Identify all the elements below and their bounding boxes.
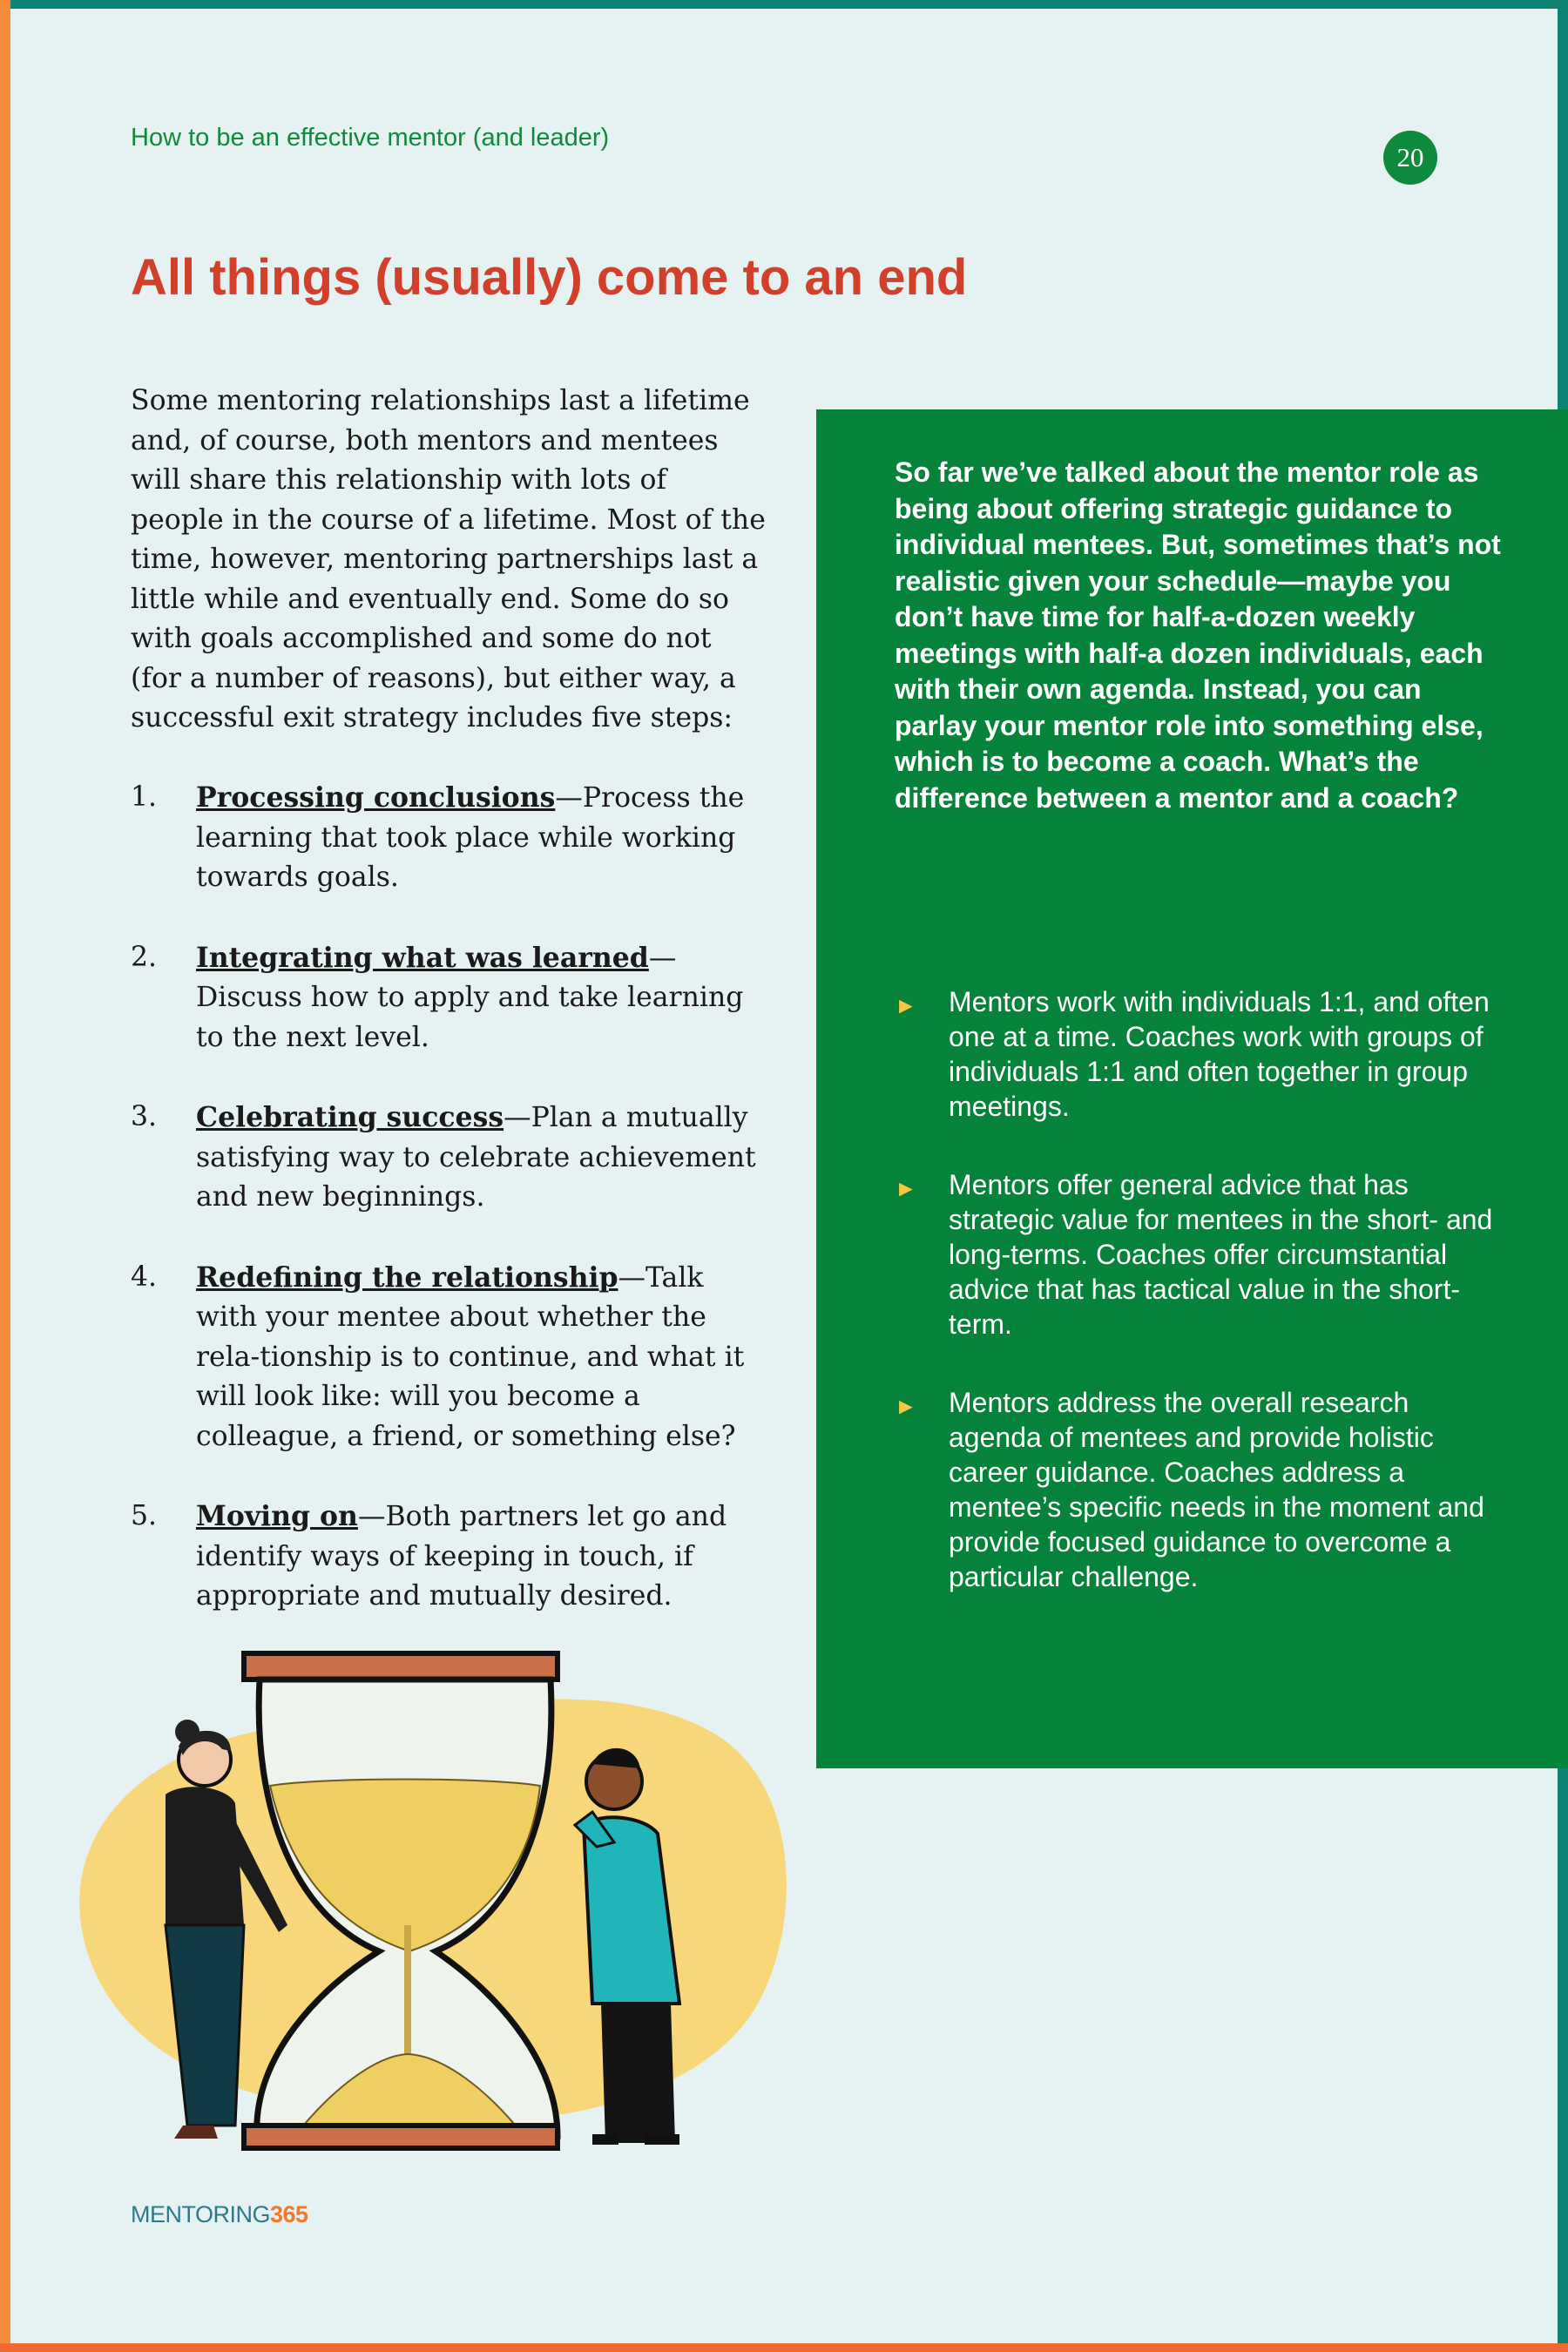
brand-number: 365 (270, 2201, 308, 2227)
step-number: 3. (131, 1101, 158, 1132)
mentor-vs-coach-sidebar (816, 409, 1568, 1768)
step-item (131, 1497, 767, 1617)
step-number: 2. (131, 941, 158, 973)
hourglass-top-cap (244, 1653, 558, 1680)
sidebar-bullet (895, 1385, 1504, 1594)
top-border (0, 0, 1568, 9)
sidebar-bullet (895, 1167, 1504, 1342)
hourglass-illustration (35, 1638, 801, 2160)
sidebar-bullet-text: Mentors address the overall research agenda of mentees and provide holistic career guidance. Coaches address a mentee’s specific needs in the moment and provide focused guidance to overcome a particular challenge. (949, 1387, 1484, 1592)
step-title: Processing conclusions (196, 781, 556, 814)
step-item (131, 1258, 767, 1457)
mentoring365-logo (131, 2201, 308, 2228)
hourglass-sand-stream (404, 1925, 411, 2065)
step-title: Moving on (196, 1500, 358, 1532)
step-item (131, 938, 767, 1058)
brand-text: MENTORING (131, 2201, 271, 2227)
step-item (131, 778, 767, 898)
sidebar-bullet (895, 984, 1504, 1124)
sidebar-bullet-text: Mentors work with individuals 1:1, and often one at a time. Coaches work with groups of individuals 1:1 and often together in group meetings. (949, 986, 1490, 1122)
step-number: 1. (131, 781, 158, 813)
step-number: 5. (131, 1500, 158, 1531)
triangle-right-icon: ► (895, 992, 917, 1018)
page-title: All things (usually) come to an end (131, 249, 968, 306)
step-number: 4. (131, 1260, 158, 1293)
step-title: Celebrating success (196, 1101, 504, 1133)
step-title: Integrating what was learned (196, 941, 649, 974)
intro-paragraph: Some mentoring relationships last a lifetime and, of course, both mentors and mentees will share this relationship with lots of people in the course of a lifetime. Most of the time, however, mentoring partnerships last a little while and eventually end. Some do so with goals accomplished and some do not (for a number of reasons), but either way, a successful exit strategy includes five steps: (131, 385, 766, 733)
sidebar-bullet-text: Mentors offer general advice that has strategic value for mentees in the short- and long-terms. Coaches offer circumstantial advice that has tactical value in the short-term. (949, 1169, 1493, 1340)
sidebar-bullet-list (895, 984, 1504, 1638)
step-text: —Talk with your mentee about whether the rela-tionship is to continue, and what it will look like: will you become a colleague, a friend, or something else? (196, 1261, 745, 1452)
step-text: —Process the learning that took place while working towards goals. (196, 782, 745, 893)
step-text: —Both partners let go and identify ways of keeping in touch, if appropriate and mutually desired. (196, 1501, 727, 1612)
page-number-badge: 20 (1383, 131, 1437, 185)
step-item (131, 1098, 767, 1218)
step-title: Redefining the relationship (196, 1260, 618, 1294)
triangle-right-icon: ► (895, 1393, 917, 1419)
bottom-border (0, 2343, 1568, 2352)
step-text: —Discuss how to apply and take learning to the next level. (196, 942, 744, 1053)
left-border (0, 0, 10, 2352)
exit-steps-list (131, 778, 767, 1657)
hourglass-bottom-cap (244, 2126, 558, 2148)
sidebar-intro: So far we’ve talked about the mentor role as being about offering strategic guidance to individual mentees. But, sometimes that’s not realistic given your schedule—maybe you don’t have time for half-a-dozen weekly meetings with half-a dozen individuals, each with their own agenda. Instead, you can parlay your mentor role into something else, which is to become a coach. What’s the difference between a mentor and a coach? (895, 456, 1501, 814)
step-text: —Plan a mutually satisfying way to celebrate achievement and new beginnings. (196, 1102, 756, 1213)
running-head: How to be an effective mentor (and leader) (131, 124, 610, 152)
triangle-right-icon: ► (895, 1175, 917, 1201)
